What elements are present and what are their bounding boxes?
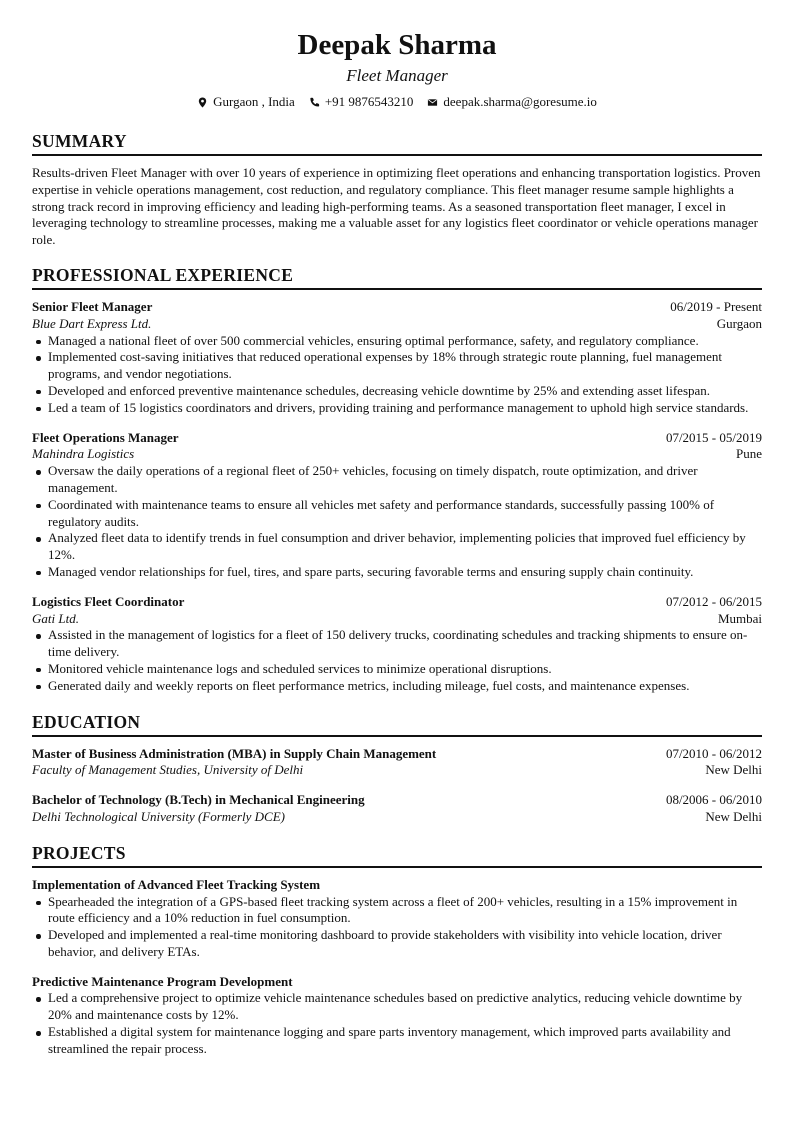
job-dates: 07/2012 - 06/2015 — [665, 593, 762, 609]
experience-heading: PROFESSIONAL EXPERIENCE — [32, 264, 762, 290]
bullet-item: Coordinated with maintenance teams to ensure all vehicles met safety and performance standards, successfully passing 100% of regulatory audits. — [32, 497, 762, 531]
bullet-item: Developed and enforced preventive maintenance schedules, decreasing vehicle downtime by 25% and extending asset lifespan. — [32, 383, 762, 400]
bullet-item: Analyzed fleet data to identify trends in fuel consumption and driver behavior, implementing policies that improved fuel efficiency by 12%. — [32, 530, 762, 564]
school-name: Faculty of Management Studies, University of Delhi — [32, 762, 304, 778]
bullet-item: Developed and implemented a real-time monitoring dashboard to provide stakeholders with visibility into vehicle location, driver behavior, and delivery ETAs. — [32, 927, 762, 961]
contact-phone — [309, 94, 414, 110]
projects-heading: PROJECTS — [32, 842, 762, 868]
project-bullets — [32, 894, 762, 961]
education-dates: 07/2010 - 06/2012 — [665, 745, 762, 761]
resume-header — [32, 28, 762, 110]
map-pin-icon — [197, 97, 208, 108]
candidate-headline: Fleet Manager — [346, 66, 448, 85]
education-section — [32, 711, 762, 826]
contact-location — [197, 94, 295, 110]
job-bullets — [32, 333, 762, 417]
phone-text: +91 9876543210 — [324, 94, 414, 109]
school-location: New Delhi — [705, 808, 762, 824]
bullet-item: Managed vendor relationships for fuel, tires, and spare parts, securing favorable terms and ensuring supply chain continuity. — [32, 564, 762, 581]
project-title: Implementation of Advanced Fleet Tracking System — [32, 876, 321, 892]
contact-bar — [32, 94, 762, 110]
degree-title: Master of Business Administration (MBA) in Supply Chain Management — [32, 745, 437, 761]
job-company: Blue Dart Express Ltd. — [32, 315, 152, 331]
job-title: Logistics Fleet Coordinator — [32, 593, 185, 609]
education-dates: 08/2006 - 06/2010 — [665, 792, 762, 808]
degree-title: Bachelor of Technology (B.Tech) in Mechanical Engineering — [32, 792, 365, 808]
education-heading: EDUCATION — [32, 711, 762, 737]
bullet-item: Led a comprehensive project to optimize vehicle maintenance schedules based on predictive analytics, reducing vehicle downtime by 20% and maintenance costs by 12%. — [32, 990, 762, 1024]
project-entry — [32, 974, 762, 1058]
envelope-icon — [427, 97, 438, 108]
project-bullets — [32, 990, 762, 1057]
bullet-item: Monitored vehicle maintenance logs and scheduled services to minimize operational disruptions. — [32, 661, 762, 678]
job-company: Mahindra Logistics — [32, 446, 135, 462]
job-location: Pune — [736, 446, 762, 462]
project-title: Predictive Maintenance Program Development — [32, 973, 293, 989]
job-bullets — [32, 627, 762, 694]
bullet-item: Established a digital system for maintenance logging and spare parts inventory management, which improved parts availability and streamlined the repair process. — [32, 1024, 762, 1058]
bullet-item: Spearheaded the integration of a GPS-based fleet tracking system across a fleet of 200+ vehicles, resulting in a 15% improvement in route efficiency and a 10% reduction in fuel consumption. — [32, 894, 762, 928]
job-entry — [32, 299, 762, 417]
job-company: Gati Ltd. — [32, 610, 79, 626]
job-bullets — [32, 463, 762, 581]
job-entry — [32, 430, 762, 581]
candidate-name: Deepak Sharma — [297, 29, 497, 61]
bullet-item: Generated daily and weekly reports on fleet performance metrics, including mileage, fuel costs, and maintenance expenses. — [32, 678, 762, 695]
education-entry — [32, 746, 762, 780]
bullet-item: Led a team of 15 logistics coordinators and drivers, providing training and performance management to uphold high service standards. — [32, 400, 762, 417]
bullet-item: Managed a national fleet of over 500 commercial vehicles, ensuring optimal performance, safety, and regulatory compliance. — [32, 333, 762, 350]
education-entry — [32, 792, 762, 826]
school-name: Delhi Technological University (Formerly DCE) — [32, 808, 285, 824]
bullet-item: Implemented cost-saving initiatives that reduced operational expenses by 18% through strategic route planning, fuel management programs, and vendor negotiations. — [32, 349, 762, 383]
job-location: Gurgaon — [716, 315, 762, 331]
contact-email — [427, 94, 596, 110]
job-title: Senior Fleet Manager — [32, 298, 153, 314]
job-entry — [32, 594, 762, 695]
school-location: New Delhi — [705, 762, 762, 778]
summary-section — [32, 130, 762, 249]
projects-section — [32, 842, 762, 1058]
bullet-item: Oversaw the daily operations of a regional fleet of 250+ vehicles, focusing on timely dispatch, route optimization, and driver management. — [32, 463, 762, 497]
job-location: Mumbai — [717, 610, 762, 626]
summary-text: Results-driven Fleet Manager with over 10 years of experience in optimizing fleet operations and enhancing transportation logistics. Proven expertise in vehicle operations management, cost reduction, and regulatory compliance. This fleet manager resume sample highlights a strong track record in improving efficiency and leading high-performing teams. As a seasoned transportation fleet manager, I excel in leveraging technology to streamline processes, making me a valuable asset for any logistics fleet coordinator or vehicle operations manager role. — [32, 165, 761, 248]
phone-icon — [309, 97, 320, 108]
email-link[interactable]: deepak.sharma@goresume.io — [443, 94, 597, 109]
job-dates: 07/2015 - 05/2019 — [665, 429, 762, 445]
job-title: Fleet Operations Manager — [32, 429, 179, 445]
project-entry — [32, 877, 762, 961]
job-dates: 06/2019 - Present — [670, 298, 762, 314]
summary-heading: SUMMARY — [32, 130, 762, 156]
experience-section — [32, 264, 762, 695]
bullet-item: Assisted in the management of logistics for a fleet of 150 delivery trucks, coordinating schedules and tracking shipments to ensure on-time delivery. — [32, 627, 762, 661]
location-text: Gurgaon , India — [213, 94, 295, 109]
